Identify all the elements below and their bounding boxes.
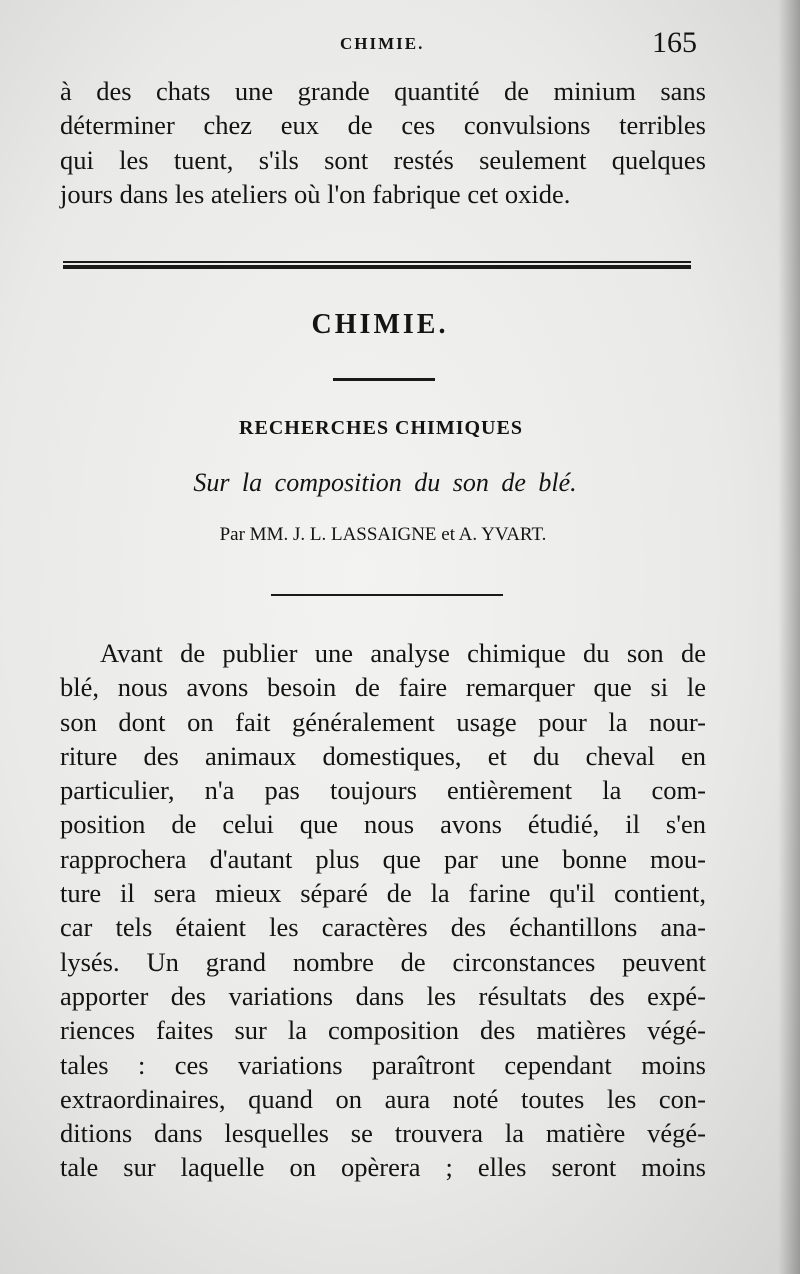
rule-divider	[271, 594, 503, 596]
top-paragraph-line: à des chats une grande quantité de minium sans	[60, 76, 706, 106]
section-title: CHIMIE.	[311, 309, 449, 340]
body-line: ditions dans lesquelles se trouvera la matière végé-	[60, 1118, 706, 1149]
body-line: particulier, n'a pas toujours entièrement la com-	[60, 775, 706, 806]
body-line: tale sur laquelle on opèrera ; elles seront moins	[60, 1152, 706, 1183]
article-subtitle: Sur la composition du son de blé.	[193, 468, 577, 497]
body-line: ture il sera mieux séparé de la farine qu'il contient,	[60, 878, 706, 909]
body-line: extraordinaires, quand on aura noté toutes les con-	[60, 1083, 706, 1114]
body-line: riture des animaux domestiques, et du cheval en	[60, 740, 706, 771]
short-rule-divider	[333, 378, 435, 381]
body-line: riences faites sur la composition des matières végé-	[60, 1015, 706, 1046]
body-line: tales : ces variations paraîtront cependant moins	[60, 1049, 706, 1080]
top-paragraph-line: qui les tuent, s'ils sont restés seulement quelques	[60, 144, 706, 175]
body-line: blé, nous avons besoin de faire remarquer que si le	[60, 672, 706, 703]
article-title: RECHERCHES CHIMIQUES	[239, 417, 523, 439]
running-head-title: CHIMIE.	[340, 34, 425, 53]
top-paragraph-line: jours dans les ateliers où l'on fabrique cet oxide.	[60, 178, 571, 209]
double-rule-divider	[63, 261, 691, 269]
top-paragraph-line: déterminer chez eux de ces convulsions terribles	[60, 110, 706, 141]
running-head	[0, 26, 800, 66]
page-number: 165	[652, 26, 697, 59]
article-byline: Par MM. J. L. LASSAIGNE et A. YVART.	[219, 524, 547, 545]
body-line: rapprochera d'autant plus que par une bonne mou-	[60, 843, 706, 874]
body-line: Avant de publier une analyse chimique du son de	[100, 638, 706, 668]
body-line: son dont on fait généralement usage pour la nour-	[60, 706, 706, 737]
body-line: apporter des variations dans les résultats des expé-	[60, 980, 706, 1011]
body-line: lysés. Un grand nombre de circonstances peuvent	[60, 946, 706, 977]
body-line: car tels étaient les caractères des échantillons ana-	[60, 912, 706, 943]
top-paragraph	[60, 74, 706, 211]
body-line: position de celui que nous avons étudié, il s'en	[60, 809, 706, 840]
body-paragraph	[60, 636, 706, 1185]
